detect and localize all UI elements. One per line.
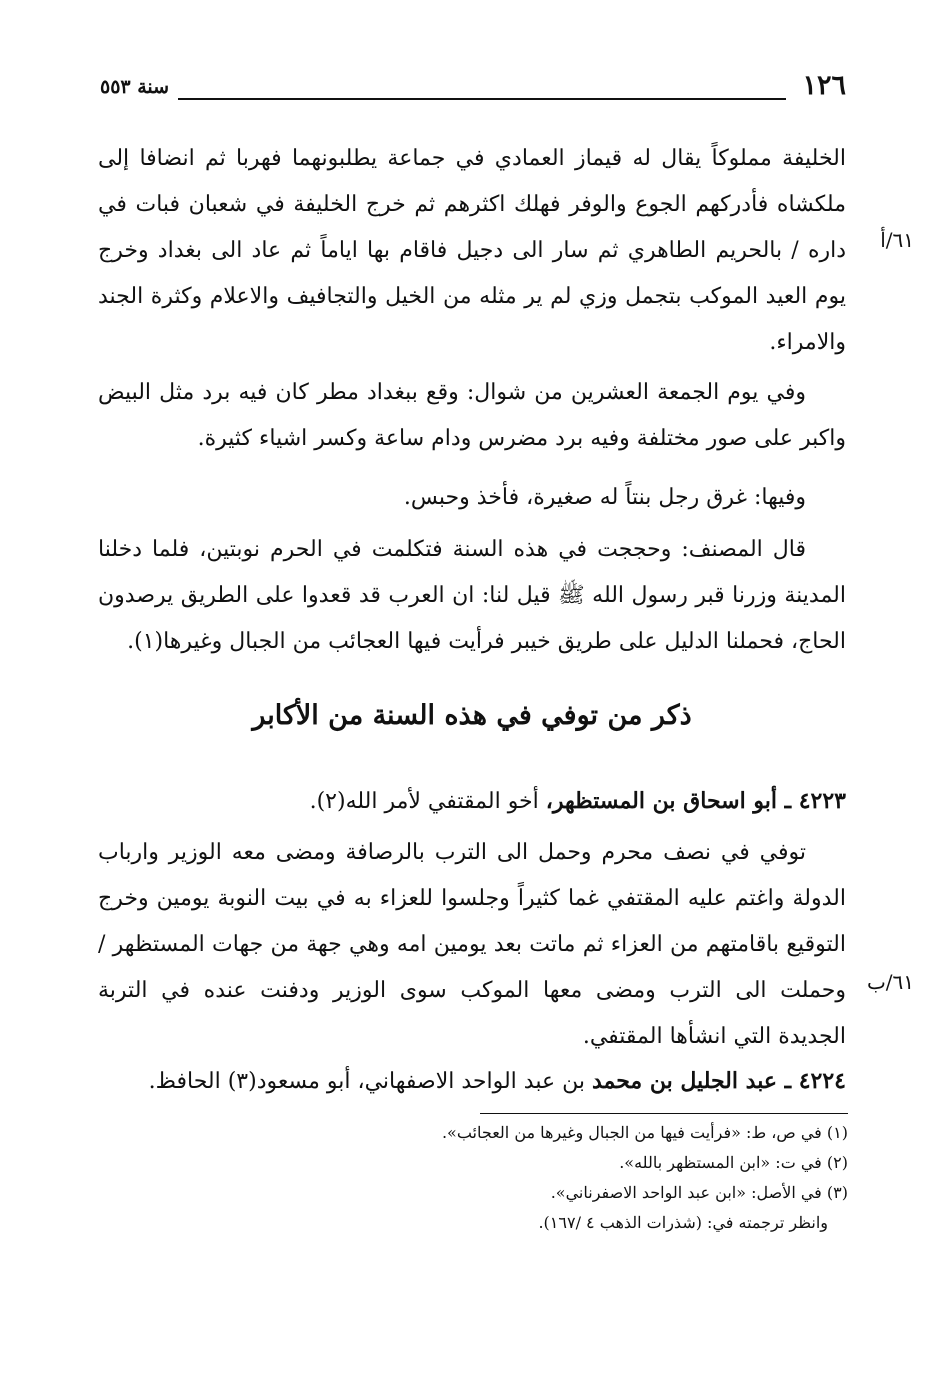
footnote-1: (١) في ص، ط: «فرأيت فيها من الجبال وغيرها من العجائب». [441, 1123, 848, 1142]
entry-4223-note: أخو المقتفي لأمر الله(٢). [309, 789, 546, 814]
page-number: ١٢٦ [802, 70, 846, 101]
paragraph-3: وفيها: غرق رجل بنتاً له صغيرة، فأخذ وحبس. [403, 485, 806, 510]
entry-4223-body-block [98, 830, 846, 1060]
paragraph-1-block [98, 136, 846, 366]
footnote-3-continuation: وانظر ترجمته في: (شذرات الذهب ٤ /١٦٧). [538, 1213, 828, 1232]
footnote-3: (٣) في الأصل: «ابن عبد الواحد الاصفرناني». [550, 1183, 848, 1202]
entry-4224-heading [98, 1058, 846, 1105]
section-title: ذكر من توفي في هذه السنة من الأكابر [252, 700, 692, 731]
paragraph-2: وفي يوم الجمعة العشرين من شوال: وقع ببغداد مطر كان فيه برد مثل البيض واكبر على صور مختلفة وفيه برد مضرس ودام ساعة وكسر اشياء كثيرة. [98, 380, 846, 451]
footnote-rule [480, 1113, 848, 1114]
paragraph-4: قال المصنف: وحججت في هذه السنة فتكلمت في الحرم نوبتين، فلما دخلنا المدينة وزرنا قبر رسول الله ﷺ قيل لنا: ان العرب قد قعدوا على الطريق يرصدون الحاج، فحملنا الدليل على طريق خيبر فرأيت فيها العجائب من الجبال وغيرها(١). [98, 537, 846, 654]
margin-folio-a: ٦١/أ [880, 228, 914, 252]
paragraph-3-block [98, 475, 846, 521]
entry-4223-body: توفي في نصف محرم وحمل الى الترب بالرصافة ومضى معه الوزير وارباب الدولة واغتم عليه المقتفي غما كثيراً وجلسوا للعزاء به في بيت النوبة يومين وخرج التوقيع باقامتهم من العزاء ثم ماتت بعد يومين امه وهي جهة من جهات المستظهر / وحملت الى الترب ومضى معها الموكب سوى الوزير ودفنت عنده في التربة الجديدة التي انشأها المقتفي. [98, 840, 846, 1049]
entry-4223-heading [98, 778, 846, 825]
footnotes [430, 1118, 848, 1238]
entry-4224-name: ٤٢٢٤ ـ عبد الجليل بن محمد [591, 1068, 846, 1094]
paragraph-1: الخليفة مملوكاً يقال له قيماز العمادي في جماعة يطلبونهما فهربا ثم انضافا إلى ملكشاه فأدركهم الجوع والوفر فهلك اكثرهم ثم خرج الخليفة في شعبان فبات في داره / بالحريم الطاهري ثم سار الى دجيل فاقام بها اياماً ثم عاد الى بغداد وخرج يوم العيد الموكب بتجمل وزي لم ير مثله من الخيل والتجافيف والاعلام وكثرة الجند والامراء. [98, 146, 846, 355]
footnote-2: (٢) في ت: «ابن المستظهر بالله». [619, 1153, 848, 1172]
entry-4224-note: بن عبد الواحد الاصفهاني، أبو مسعود(٣) الحافظ. [148, 1069, 592, 1094]
page-header [100, 70, 846, 110]
running-year: سنة ٥٥٣ [100, 76, 170, 98]
header-rule [178, 98, 786, 100]
entry-4223-name: ٤٢٢٣ ـ أبو اسحاق بن المستظهر، [545, 788, 846, 814]
paragraph-2-block [98, 370, 846, 462]
paragraph-4-block [98, 527, 846, 665]
margin-folio-b: ٦١/ب [866, 970, 914, 994]
